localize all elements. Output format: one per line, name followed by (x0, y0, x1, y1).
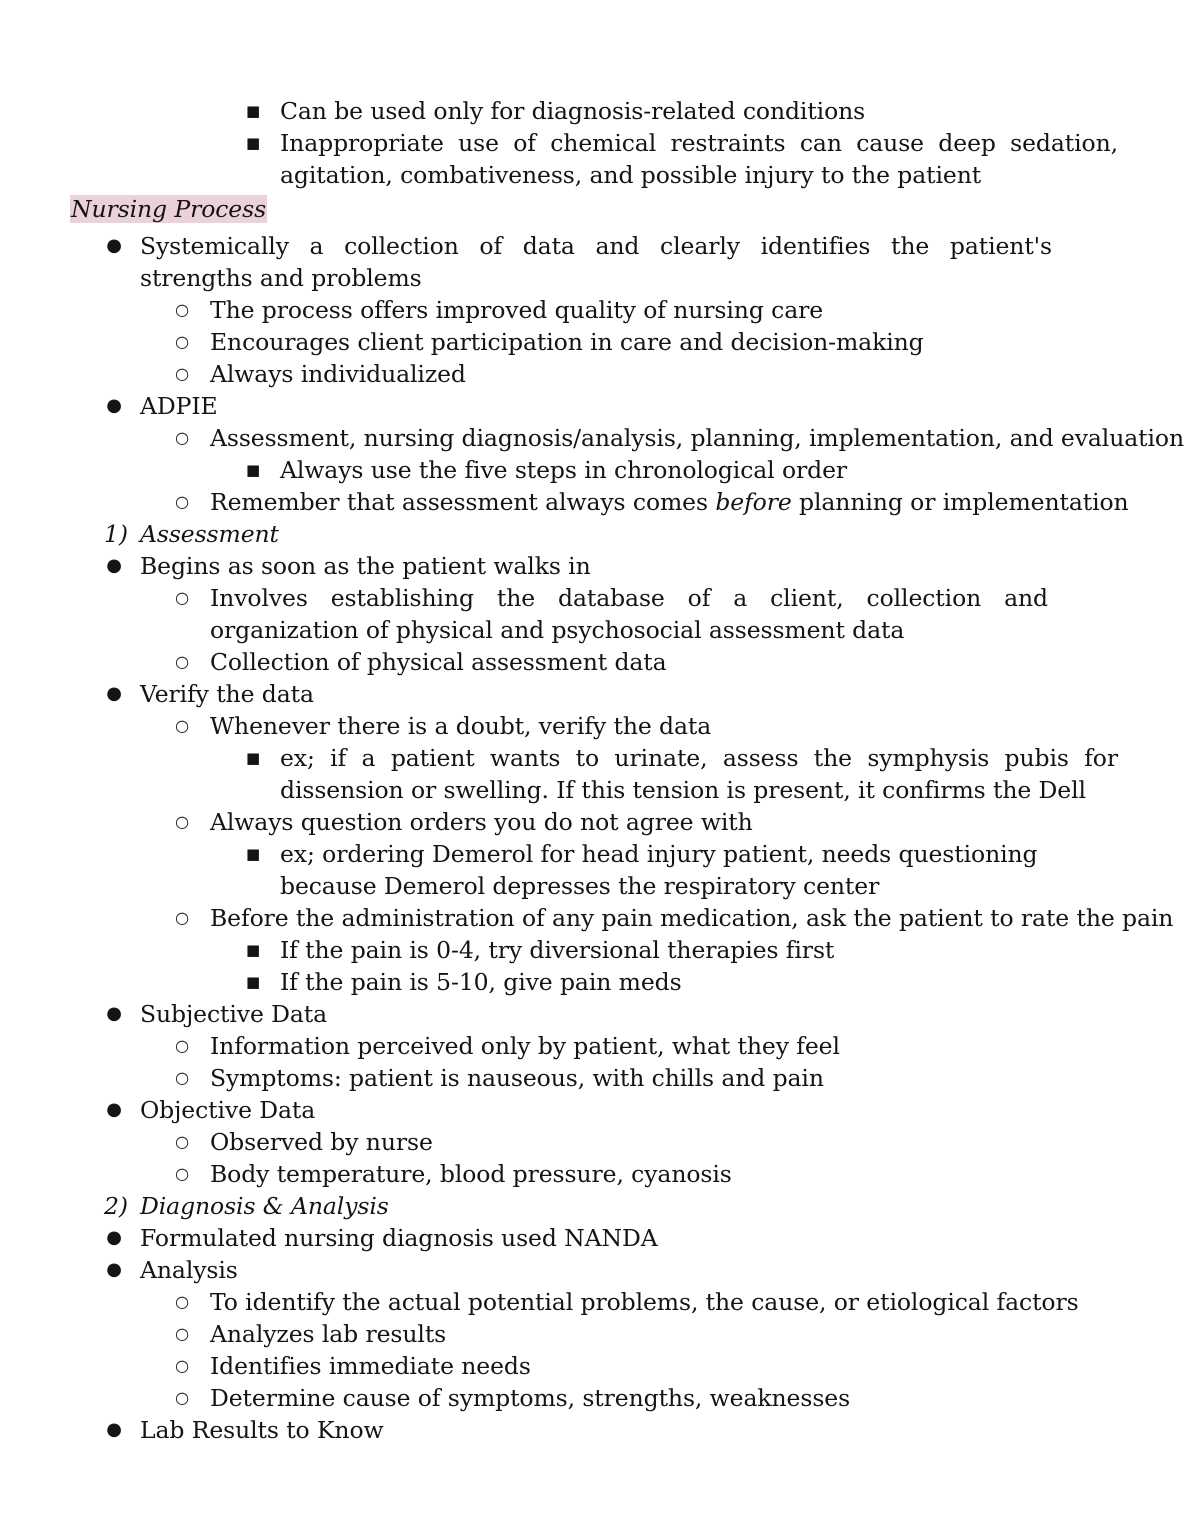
circle-bullet-icon: ○ (175, 332, 189, 351)
disc-bullet-icon: ● (106, 683, 122, 704)
list-item: ■ If the pain is 5-10, give pain meds (0, 966, 1190, 998)
list-item: ○ Information perceived only by patient, what they feel (0, 1030, 1190, 1062)
list-item: ■ ex; if a patient wants to urinate, assess the symphysis pubis for dissension or swelling. If this tension is present, it confirms the Dell (0, 742, 1190, 806)
circle-bullet-icon: ○ (175, 716, 189, 735)
circle-bullet-icon: ○ (175, 908, 189, 927)
list-item: ○ Identifies immediate needs (0, 1350, 1190, 1382)
circle-bullet-icon: ○ (175, 1164, 189, 1183)
list-item: ○ Symptoms: patient is nauseous, with chills and pain (0, 1062, 1190, 1094)
list-item: ● Analysis (0, 1254, 1190, 1286)
circle-bullet-icon: ○ (175, 652, 189, 671)
numbered-heading: 1) Assessment (104, 520, 279, 548)
list-item: ○ Before the administration of any pain medication, ask the patient to rate the pain (0, 902, 1190, 934)
circle-bullet-icon: ○ (175, 428, 189, 447)
disc-bullet-icon: ● (106, 1227, 122, 1248)
list-item: ○ Determine cause of symptoms, strengths, weaknesses (0, 1382, 1190, 1414)
heading-assessment: Assessment (140, 520, 279, 548)
circle-bullet-icon: ○ (175, 300, 189, 319)
disc-bullet-icon: ● (106, 1419, 122, 1440)
circle-bullet-icon: ○ (175, 588, 189, 607)
square-bullet-icon: ■ (245, 461, 261, 479)
circle-bullet-icon: ○ (175, 1292, 189, 1311)
list-item: ○ Involves establishing the database of a client, collection and organization of physical and psychosocial assessment data (0, 582, 1190, 646)
list-item: ● ADPIE (0, 390, 1190, 422)
list-item: ■ If the pain is 0-4, try diversional therapies first (0, 934, 1190, 966)
document-page (0, 95, 1190, 1446)
list-item: ○ Whenever there is a doubt, verify the data (0, 710, 1190, 742)
list-item: ● Objective Data (0, 1094, 1190, 1126)
disc-bullet-icon: ● (106, 395, 122, 416)
list-item: ○ Always individualized (0, 358, 1190, 390)
disc-bullet-icon: ● (106, 1003, 122, 1024)
list-item: ■ Always use the five steps in chronological order (0, 454, 1190, 486)
circle-bullet-icon: ○ (175, 492, 189, 511)
disc-bullet-icon: ● (106, 555, 122, 576)
section-heading (0, 193, 1190, 225)
circle-bullet-icon: ○ (175, 812, 189, 831)
list-item: ■ Can be used only for diagnosis-related conditions (0, 95, 1190, 127)
list-item: ○ Encourages client participation in care and decision-making (0, 326, 1190, 358)
list-item: ○ Always question orders you do not agree with (0, 806, 1190, 838)
disc-bullet-icon: ● (106, 1099, 122, 1120)
list-item: ○ Analyzes lab results (0, 1318, 1190, 1350)
list-item: ○ Collection of physical assessment data (0, 646, 1190, 678)
list-item: ■ ex; ordering Demerol for head injury patient, needs questioning because Demerol depresses the respiratory center (0, 838, 1190, 902)
list-item: ○ To identify the actual potential problems, the cause, or etiological factors (0, 1286, 1190, 1318)
list-item: ● Verify the data (0, 678, 1190, 710)
disc-bullet-icon: ● (106, 235, 122, 256)
circle-bullet-icon: ○ (175, 1132, 189, 1151)
circle-bullet-icon: ○ (175, 1324, 189, 1343)
square-bullet-icon: ■ (245, 749, 261, 767)
list-item: ● Formulated nursing diagnosis used NANDA (0, 1222, 1190, 1254)
section-title: Nursing Process (71, 195, 267, 223)
list-item: ● Lab Results to Know (0, 1414, 1190, 1446)
list-item: ○ Remember that assessment always comes before planning or implementation (0, 486, 1190, 518)
circle-bullet-icon: ○ (175, 364, 189, 383)
square-bullet-icon: ■ (245, 845, 261, 863)
square-bullet-icon: ■ (245, 973, 261, 991)
square-bullet-icon: ■ (245, 134, 261, 152)
circle-bullet-icon: ○ (175, 1388, 189, 1407)
list-item: ● Systemically a collection of data and clearly identifies the patient's strengths and problems (0, 230, 1190, 294)
list-item: ● Begins as soon as the patient walks in (0, 550, 1190, 582)
list-item: ● Subjective Data (0, 998, 1190, 1030)
circle-bullet-icon: ○ (175, 1356, 189, 1375)
heading-diagnosis: Diagnosis & Analysis (140, 1192, 389, 1220)
list-item: ○ Observed by nurse (0, 1126, 1190, 1158)
list-item: ○ The process offers improved quality of nursing care (0, 294, 1190, 326)
list-item: ○ Assessment, nursing diagnosis/analysis, planning, implementation, and evaluation (0, 422, 1190, 454)
circle-bullet-icon: ○ (175, 1068, 189, 1087)
circle-bullet-icon: ○ (175, 1036, 189, 1055)
list-item: ○ Body temperature, blood pressure, cyanosis (0, 1158, 1190, 1190)
square-bullet-icon: ■ (245, 102, 261, 120)
numbered-heading: 2) Diagnosis & Analysis (104, 1192, 389, 1220)
disc-bullet-icon: ● (106, 1259, 122, 1280)
list-item: ■ Inappropriate use of chemical restraints can cause deep sedation, agitation, combativeness, and possible injury to the patient (0, 127, 1190, 191)
square-bullet-icon: ■ (245, 941, 261, 959)
